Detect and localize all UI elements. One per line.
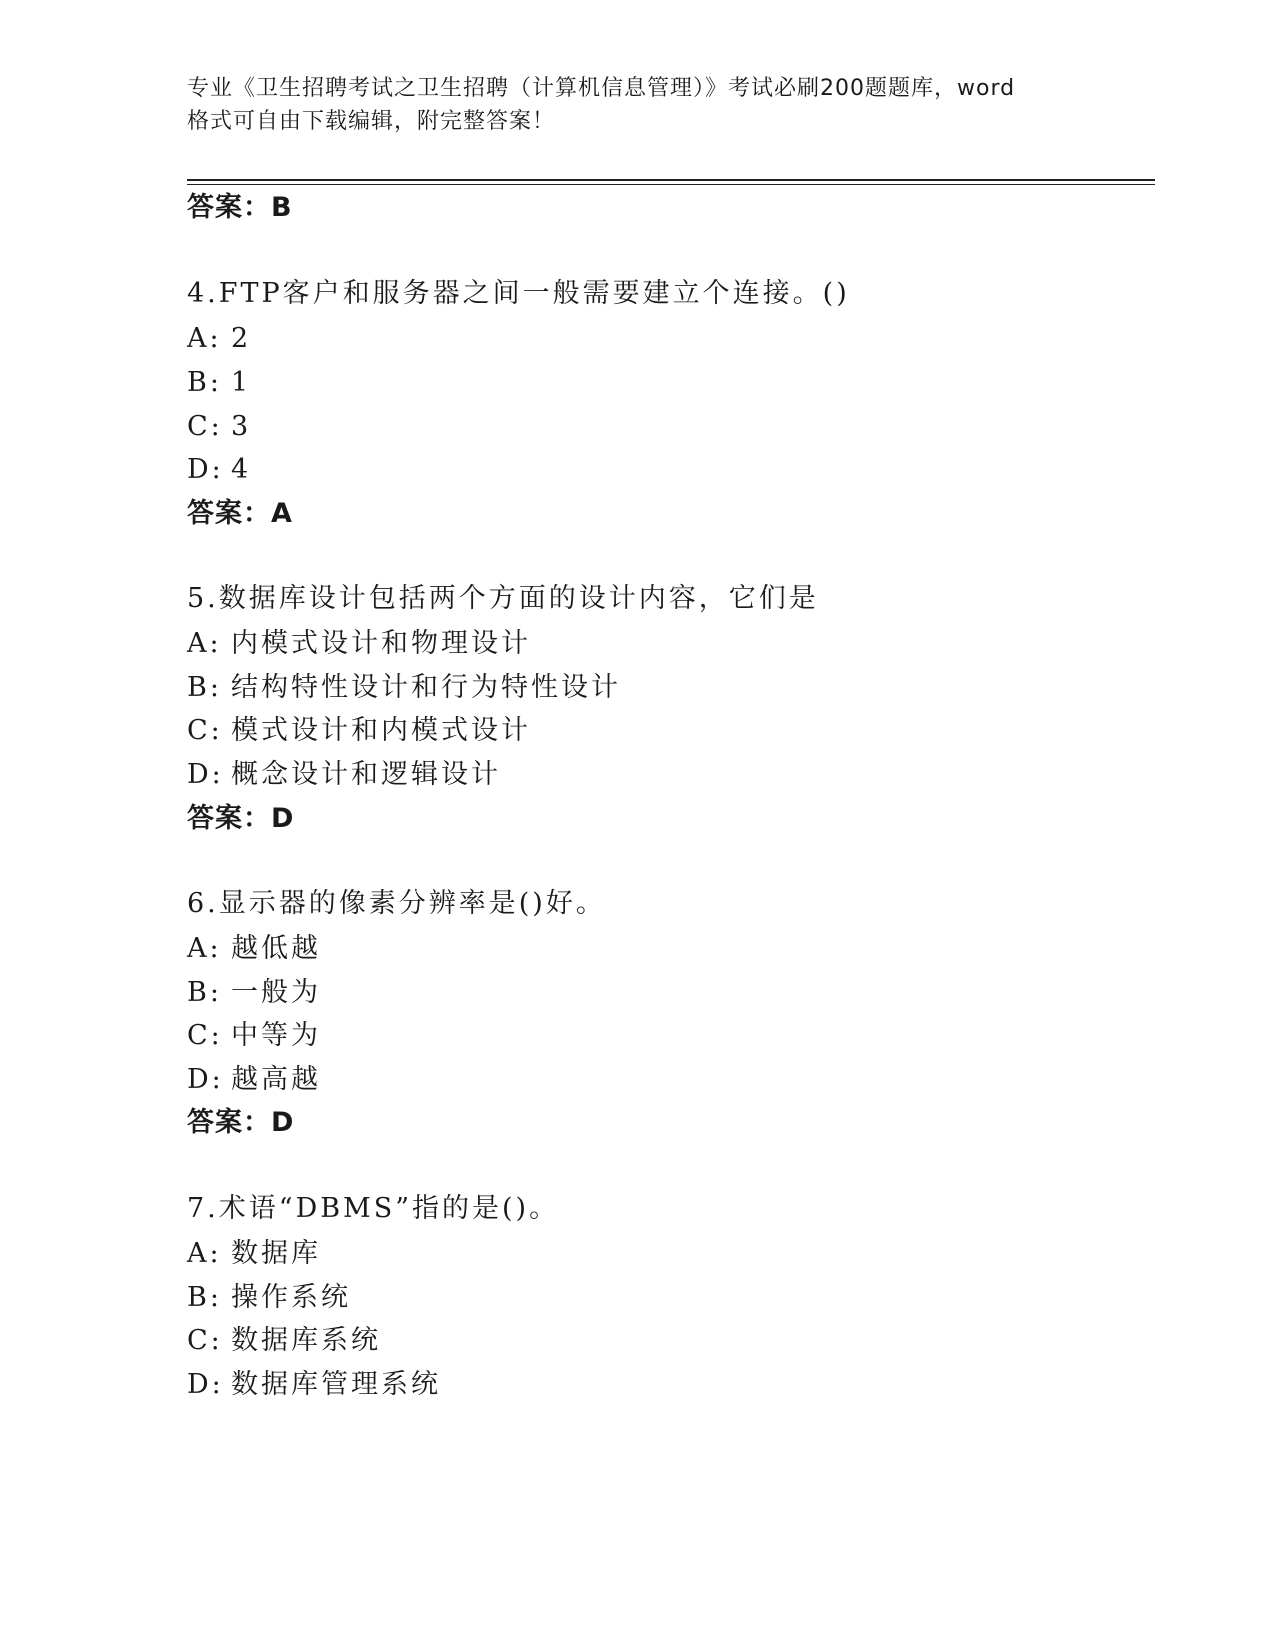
question-6-option-a: A: 越低越 bbox=[187, 933, 321, 964]
question-7-option-d: D: 数据库管理系统 bbox=[187, 1369, 441, 1400]
question-6-option-b: B: 一般为 bbox=[187, 977, 321, 1008]
document-header bbox=[187, 72, 1087, 138]
question-5-option-d: D: 概念设计和逻辑设计 bbox=[187, 759, 501, 790]
question-4-option-c: C: 3 bbox=[187, 411, 252, 442]
question-4-answer: 答案：A bbox=[187, 498, 293, 529]
question-5-option-c: C: 模式设计和内模式设计 bbox=[187, 715, 531, 746]
question-4: 4.FTP客户和服务器之间一般需要建立个连接。() bbox=[187, 278, 850, 309]
header-line-1: 专业《卫生招聘考试之卫生招聘（计算机信息管理）》考试必刷200题题库，word bbox=[187, 76, 1016, 101]
question-4-option-a: A: 2 bbox=[187, 323, 252, 354]
question-4-option-d: D: 4 bbox=[187, 454, 252, 485]
header-divider-thick bbox=[187, 179, 1155, 181]
question-6: 6.显示器的像素分辨率是()好。 bbox=[187, 888, 606, 919]
question-7-option-a: A: 数据库 bbox=[187, 1238, 321, 1269]
question-5: 5.数据库设计包括两个方面的设计内容，它们是 bbox=[187, 583, 819, 614]
question-5-option-a: A: 内模式设计和物理设计 bbox=[187, 628, 531, 659]
previous-answer: 答案：B bbox=[187, 192, 293, 223]
question-4-option-b: B: 1 bbox=[187, 367, 252, 398]
question-7-option-c: C: 数据库系统 bbox=[187, 1325, 381, 1356]
question-6-option-c: C: 中等为 bbox=[187, 1020, 321, 1051]
question-6-option-d: D: 越高越 bbox=[187, 1064, 321, 1095]
header-divider-thin bbox=[187, 184, 1155, 185]
question-6-answer: 答案：D bbox=[187, 1107, 295, 1138]
question-5-answer: 答案：D bbox=[187, 803, 295, 834]
header-line-2: 格式可自由下载编辑，附完整答案！ bbox=[187, 109, 556, 134]
question-7: 7.术语“DBMS”指的是()。 bbox=[187, 1193, 560, 1224]
question-7-option-b: B: 操作系统 bbox=[187, 1282, 351, 1313]
question-5-option-b: B: 结构特性设计和行为特性设计 bbox=[187, 672, 621, 703]
